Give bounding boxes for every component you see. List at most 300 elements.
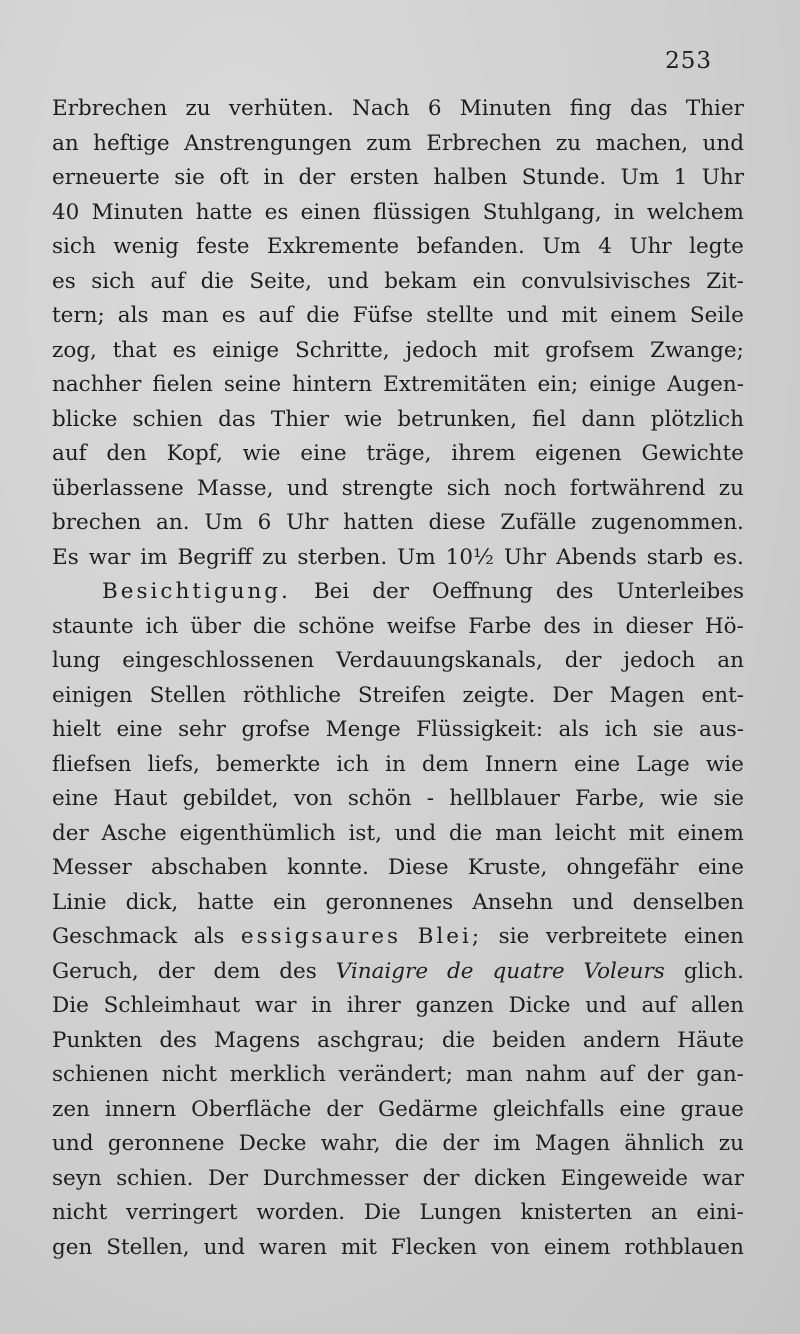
word: abschaben xyxy=(151,855,268,880)
word: 6 xyxy=(427,96,442,121)
text-line xyxy=(52,506,744,541)
word: Um xyxy=(620,165,660,190)
word: eine xyxy=(697,855,744,880)
word: einem xyxy=(610,303,677,328)
word: mit xyxy=(628,820,665,846)
word: gan- xyxy=(696,1062,744,1087)
word: von xyxy=(490,1234,530,1260)
word: Gedärme xyxy=(377,1096,478,1122)
word: die xyxy=(252,613,287,639)
word: ein xyxy=(472,268,506,294)
word: der xyxy=(157,958,195,984)
word: röthliche xyxy=(242,682,341,708)
text-line xyxy=(52,1093,744,1128)
word: des xyxy=(555,579,594,604)
word: Augen- xyxy=(667,372,744,397)
word: aschgrau; xyxy=(317,1027,425,1053)
word: strengte xyxy=(341,475,434,501)
word: das xyxy=(218,406,256,432)
word: Farbe, xyxy=(575,786,645,811)
word: es. xyxy=(713,544,744,570)
word: hellblauer xyxy=(449,786,560,811)
word: einige xyxy=(212,337,280,363)
word: quatre xyxy=(492,958,565,984)
word: und xyxy=(286,475,329,501)
word: lung xyxy=(52,648,101,673)
word: ohngefähr xyxy=(566,855,679,880)
word: de xyxy=(447,958,474,984)
word: Es xyxy=(52,544,79,570)
word: wie xyxy=(242,441,281,466)
word: zugenommen. xyxy=(591,510,744,535)
word: eine xyxy=(52,786,99,811)
word: noch xyxy=(503,475,557,501)
word: der xyxy=(52,820,89,846)
word: Oberfläche xyxy=(191,1096,312,1122)
word: der xyxy=(442,1131,480,1156)
word: zeigte. xyxy=(462,682,536,708)
word: man xyxy=(161,303,209,328)
word: auf xyxy=(150,268,186,294)
word: sehr xyxy=(178,717,226,742)
word: die xyxy=(306,303,340,328)
text-line xyxy=(52,230,744,265)
word: erneuerte xyxy=(52,165,160,190)
word: verbreitete xyxy=(545,924,668,949)
text-line xyxy=(52,955,744,990)
word: staunte xyxy=(52,613,134,639)
word: zu xyxy=(262,544,288,570)
word: in xyxy=(385,751,406,777)
word: auf xyxy=(52,441,87,466)
word: des xyxy=(279,958,317,984)
word: stellte xyxy=(426,303,494,328)
word: der xyxy=(646,1062,684,1087)
text-line xyxy=(52,368,744,403)
word: andern xyxy=(582,1027,661,1053)
text-line xyxy=(52,127,744,162)
word: Voleurs xyxy=(583,958,665,984)
text-line xyxy=(52,989,744,1024)
word: in xyxy=(263,165,285,190)
text-line xyxy=(52,1231,744,1266)
word: ist, xyxy=(348,820,382,846)
word: merklich xyxy=(229,1062,326,1087)
word: ersten xyxy=(349,165,419,190)
word: einem xyxy=(677,820,744,846)
word: schien. xyxy=(116,1165,194,1191)
word: es xyxy=(52,268,76,294)
word: Kruste, xyxy=(467,855,548,880)
word: heftige xyxy=(93,130,170,156)
word: hatte xyxy=(195,199,253,225)
word: Innern xyxy=(484,751,558,777)
word: an xyxy=(717,648,744,673)
word: im xyxy=(493,1131,521,1156)
word: Der xyxy=(552,682,593,708)
word: Besichtigung. xyxy=(102,579,291,604)
word: nahm xyxy=(525,1062,587,1087)
word: geronnenes xyxy=(325,889,454,915)
word: knisterten xyxy=(520,1200,633,1225)
word: man xyxy=(465,1062,513,1087)
word: Flecken xyxy=(390,1234,477,1260)
word: plötzlich xyxy=(650,406,744,432)
word: dick, xyxy=(125,889,179,915)
word: fortwährend xyxy=(569,475,706,501)
word: sie xyxy=(174,165,205,190)
word: zen xyxy=(52,1096,90,1122)
word: der xyxy=(422,1165,460,1191)
word: Minuten xyxy=(459,96,552,121)
word: Uhr xyxy=(629,234,672,259)
word: starb xyxy=(646,544,704,570)
word: Verdauungskanals, xyxy=(336,648,543,673)
word: Magen xyxy=(534,1131,611,1156)
word: that xyxy=(112,337,157,363)
word: eine xyxy=(300,441,347,466)
word: Nach xyxy=(352,96,410,121)
word: zum xyxy=(366,130,412,156)
word: dem xyxy=(213,958,261,984)
word: flüssigen xyxy=(372,199,471,225)
word: worden. xyxy=(256,1200,346,1225)
word: sie xyxy=(713,786,744,811)
word: sterben. xyxy=(297,544,388,570)
word: Thier xyxy=(685,96,744,121)
word: sie xyxy=(498,924,530,949)
word: weifse xyxy=(386,613,457,639)
word: und xyxy=(52,1131,94,1156)
word: einen xyxy=(683,924,744,949)
word: Anstrengungen xyxy=(184,130,352,156)
word: Schritte, xyxy=(294,337,390,363)
word: diese xyxy=(428,510,486,535)
word: Minuten xyxy=(91,199,184,225)
text-line xyxy=(52,92,744,127)
word: und xyxy=(394,820,437,846)
text-line xyxy=(52,541,744,576)
word: graue xyxy=(680,1096,744,1122)
text-line xyxy=(52,403,744,438)
text-line xyxy=(52,713,744,748)
word: Thier xyxy=(270,406,329,432)
word: Decke xyxy=(238,1131,307,1156)
text-line xyxy=(52,472,744,507)
word: Um xyxy=(397,544,436,570)
word: Der xyxy=(207,1165,249,1191)
word: des xyxy=(159,1027,197,1053)
text-line xyxy=(52,886,744,921)
word: ein; xyxy=(537,372,579,397)
word: eingeschlossenen xyxy=(122,648,315,673)
word: Diese xyxy=(388,855,449,880)
word: eini- xyxy=(696,1200,744,1225)
word: fielen xyxy=(152,372,213,397)
word: der xyxy=(326,1096,364,1122)
text-line xyxy=(52,920,744,955)
word: 40 xyxy=(52,199,80,225)
text-line xyxy=(52,1196,744,1231)
word: denselben xyxy=(632,889,744,915)
word: dicken xyxy=(473,1165,547,1191)
word: wie xyxy=(344,406,383,432)
word: grofse xyxy=(241,717,311,742)
word: der xyxy=(372,579,410,604)
word: allen xyxy=(690,993,744,1018)
word: an xyxy=(52,130,79,156)
word: Stuhlgang, xyxy=(482,199,602,225)
word: Uhr xyxy=(701,165,744,190)
word: betrunken, xyxy=(397,406,517,432)
word: als xyxy=(193,924,225,949)
word: hatte xyxy=(197,889,254,915)
word: zu xyxy=(718,475,744,501)
word: Uhr xyxy=(286,510,329,535)
word: Zit- xyxy=(706,268,744,294)
word: nachher xyxy=(52,372,142,397)
word: fiel xyxy=(532,406,567,432)
word: hatten xyxy=(343,510,414,535)
page-number: 253 xyxy=(665,48,712,74)
word: seyn xyxy=(52,1165,102,1191)
word: Stellen xyxy=(149,682,226,708)
word: glich. xyxy=(683,958,744,984)
word: Kopf, xyxy=(166,441,223,466)
word: der xyxy=(564,648,602,673)
word: einem xyxy=(543,1234,611,1260)
word: Haut xyxy=(113,786,168,811)
word: war xyxy=(254,993,297,1018)
word: die xyxy=(448,820,483,846)
word: träge, xyxy=(366,441,432,466)
word: mit xyxy=(340,1234,377,1260)
word: machen, xyxy=(595,130,689,156)
word: wahr, xyxy=(320,1131,381,1156)
word: über xyxy=(190,613,241,639)
word: ich xyxy=(604,717,638,742)
word: zu xyxy=(718,1131,744,1156)
word: verändert; xyxy=(338,1062,454,1087)
word: sie xyxy=(652,717,684,742)
word: Seile xyxy=(689,303,744,328)
text-line xyxy=(52,782,744,817)
word: befanden. xyxy=(416,234,525,259)
word: Messer xyxy=(52,855,132,880)
word: gleichfalls xyxy=(492,1096,605,1122)
word: hintern xyxy=(292,372,373,397)
word: Erbrechen xyxy=(426,130,542,156)
body-text xyxy=(52,92,744,1265)
word: Blei; xyxy=(417,924,483,949)
word: Erbrechen xyxy=(52,96,168,121)
word: zog, xyxy=(52,337,97,363)
text-line xyxy=(52,679,744,714)
word: blicke xyxy=(52,406,118,432)
word: mit xyxy=(493,337,530,363)
word: schien xyxy=(132,406,203,432)
word: schienen xyxy=(52,1062,149,1087)
text-line xyxy=(52,817,744,852)
word: 10½ xyxy=(445,544,494,570)
word: sich xyxy=(91,268,136,294)
word: Extremitäten xyxy=(383,372,527,397)
word: ganzen xyxy=(415,993,494,1018)
word: gen xyxy=(52,1234,93,1260)
word: Punkten xyxy=(52,1027,143,1053)
word: schöne xyxy=(298,613,375,639)
word: aus- xyxy=(699,717,744,742)
word: Begriff xyxy=(177,544,253,570)
word: und xyxy=(327,268,369,294)
word: Zufälle xyxy=(500,510,577,535)
word: als xyxy=(558,717,590,742)
word: Eingeweide xyxy=(560,1165,689,1191)
word: ihrem xyxy=(451,441,516,466)
word: ich xyxy=(336,751,370,777)
word: konnte. xyxy=(286,855,369,880)
word: geronnene xyxy=(107,1131,225,1156)
word: Magen xyxy=(609,682,685,708)
word: Magens xyxy=(213,1027,301,1053)
word: Um xyxy=(542,234,581,259)
word: Gewichte xyxy=(641,441,744,466)
text-line xyxy=(52,1162,744,1197)
word: halben xyxy=(433,165,508,190)
word: einige xyxy=(589,372,657,397)
word: mit xyxy=(561,303,598,328)
word: leicht xyxy=(554,820,616,846)
word: als xyxy=(117,303,149,328)
word: die xyxy=(394,1131,429,1156)
text-line xyxy=(52,265,744,300)
text-line xyxy=(52,851,744,886)
word: dem xyxy=(421,751,469,777)
word: im xyxy=(140,544,168,570)
word: ein xyxy=(272,889,307,915)
word: 6 xyxy=(257,510,272,535)
word: einen xyxy=(300,199,361,225)
word: man xyxy=(495,820,543,846)
word: dieser xyxy=(625,613,693,639)
word: und xyxy=(702,130,744,156)
word: essigsaures xyxy=(240,924,402,949)
word: Füfse xyxy=(352,303,414,328)
word: sich xyxy=(446,475,491,501)
text-line xyxy=(52,161,744,196)
word: innern xyxy=(104,1096,177,1122)
word: fliefsen xyxy=(52,751,132,777)
word: Uhr xyxy=(503,544,547,570)
word: Vinaigre xyxy=(335,958,429,984)
word: jedoch xyxy=(623,648,696,673)
word: dann xyxy=(581,406,636,432)
word: wie xyxy=(705,751,744,777)
text-line xyxy=(52,196,744,231)
word: einigen xyxy=(52,682,133,708)
word: Asche xyxy=(101,820,167,846)
word: es xyxy=(221,303,246,328)
text-line xyxy=(52,644,744,679)
word: nicht xyxy=(52,1200,108,1225)
word: eine xyxy=(116,717,163,742)
word: und xyxy=(572,889,614,915)
word: die xyxy=(200,268,234,294)
text-line xyxy=(52,575,744,610)
word: Hö- xyxy=(704,613,744,639)
word: Unterleibes xyxy=(616,579,744,604)
word: Durchmesser xyxy=(262,1165,409,1191)
word: des xyxy=(543,613,581,639)
word: Masse, xyxy=(197,475,274,501)
word: Lungen xyxy=(419,1200,502,1225)
word: Die xyxy=(363,1200,401,1225)
word: legte xyxy=(689,234,744,259)
word: 1 xyxy=(673,165,688,190)
word: auf xyxy=(641,993,677,1018)
word: grofsem xyxy=(545,337,635,363)
word: Um xyxy=(204,510,243,535)
word: nicht xyxy=(161,1062,217,1087)
text-line xyxy=(52,1127,744,1162)
word: Lage xyxy=(636,751,690,777)
word: Linie xyxy=(52,889,107,915)
word: ent- xyxy=(701,682,744,708)
word: hielt xyxy=(52,717,101,742)
word: rothblauen xyxy=(624,1234,744,1260)
word: verhüten. xyxy=(228,96,334,121)
word: in xyxy=(311,993,332,1018)
word: eigenen xyxy=(535,441,622,466)
word: Farbe xyxy=(468,613,532,639)
word: Ansehn xyxy=(472,889,554,915)
word: es xyxy=(172,337,197,363)
word: das xyxy=(630,96,668,121)
word: den xyxy=(106,441,147,466)
word: beiden xyxy=(492,1027,566,1053)
word: der xyxy=(298,165,336,190)
word: oft xyxy=(219,165,249,190)
text-line xyxy=(52,1058,744,1093)
word: Flüssigkeit: xyxy=(416,717,544,742)
text-line xyxy=(52,437,744,472)
word: convulsivisches xyxy=(521,268,691,294)
word: Die xyxy=(52,993,89,1018)
word: fing xyxy=(569,96,612,121)
word: tern; xyxy=(52,303,105,328)
word: und xyxy=(585,993,627,1018)
word: es xyxy=(264,199,289,225)
word: bekam xyxy=(384,268,458,294)
word: an. xyxy=(156,510,190,535)
word: Streifen xyxy=(357,682,446,708)
word: Menge xyxy=(325,717,401,742)
word: war xyxy=(88,544,131,570)
word: zu xyxy=(185,96,211,121)
word: waren xyxy=(258,1234,327,1260)
word: wenig xyxy=(113,234,179,259)
text-line xyxy=(52,748,744,783)
word: in xyxy=(613,199,635,225)
word: feste xyxy=(196,234,250,259)
text-line xyxy=(52,299,744,334)
word: gebildet, xyxy=(182,786,279,811)
word: bemerkte xyxy=(215,751,321,777)
word: Abends xyxy=(556,544,637,570)
word: die xyxy=(441,1027,476,1053)
word: ich xyxy=(145,613,179,639)
word: Dicke xyxy=(508,993,571,1018)
